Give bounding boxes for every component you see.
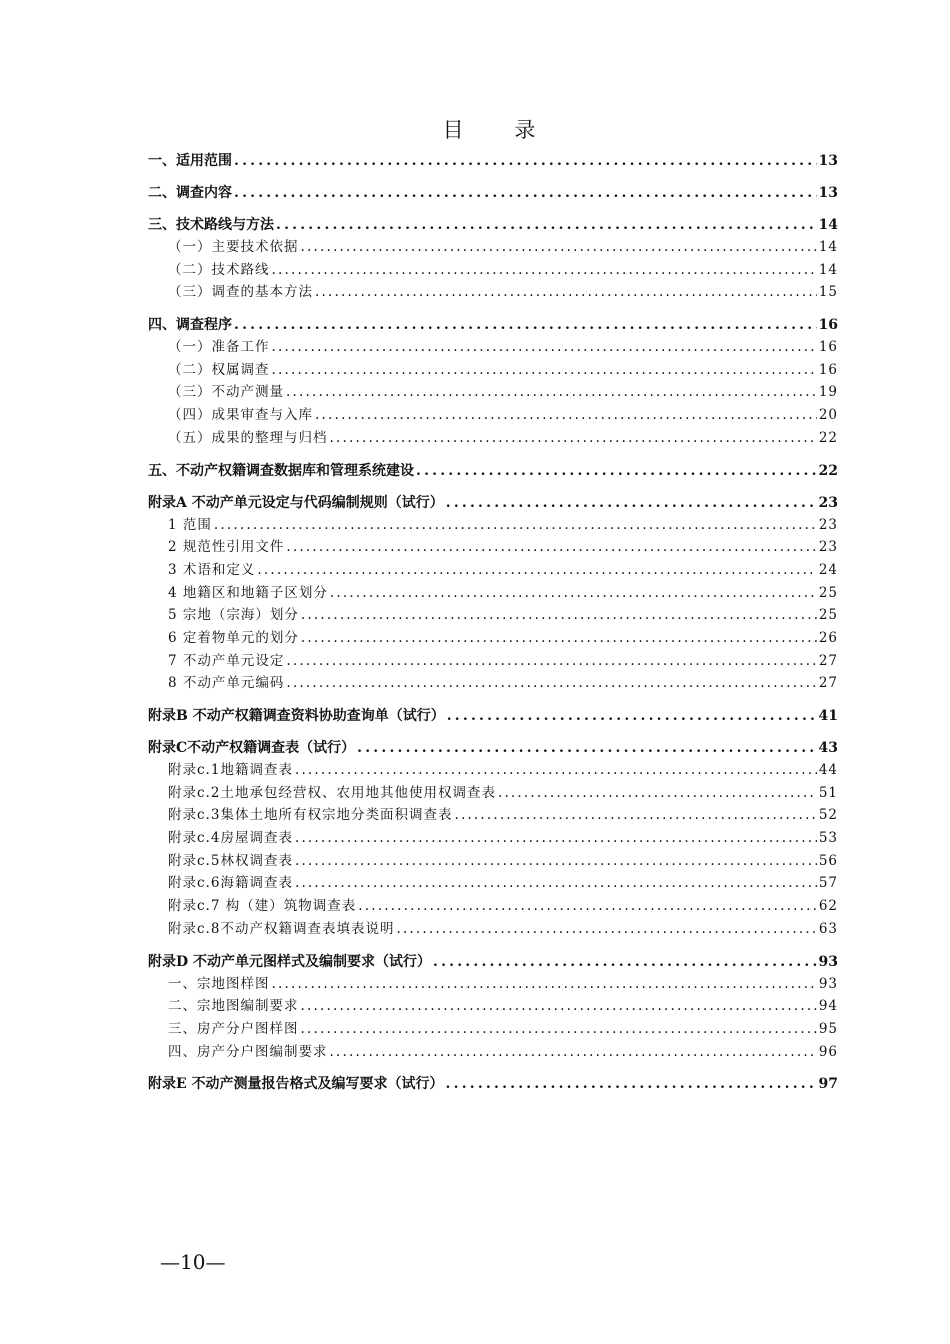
toc-entry-label: （三）不动产测量 xyxy=(168,384,284,401)
toc-entry-label: 4 地籍区和地籍子区划分 xyxy=(168,584,328,601)
toc-leader-dots xyxy=(295,850,817,873)
toc-entry-label: （二）技术路线 xyxy=(168,261,270,278)
toc-leader-dots xyxy=(272,973,817,996)
toc-entry-page: 25 xyxy=(818,607,838,624)
toc-entry-page: 56 xyxy=(818,852,838,869)
toc-leader-dots xyxy=(358,895,817,918)
toc-entry-page: 57 xyxy=(818,875,838,892)
toc-leader-dots xyxy=(301,1018,817,1041)
page-number: —10— xyxy=(160,1250,226,1274)
toc-entry-label: 五、不动产权籍调查数据库和管理系统建设 xyxy=(148,462,414,479)
toc-entry-page: 53 xyxy=(818,830,838,847)
toc-entry[interactable] xyxy=(148,627,838,650)
toc-entry[interactable] xyxy=(148,259,838,282)
toc-leader-dots xyxy=(234,182,817,204)
toc-leader-dots xyxy=(301,995,817,1018)
toc-entry-page: 14 xyxy=(818,261,838,278)
toc-entry[interactable] xyxy=(148,973,838,996)
toc-entry-page: 97 xyxy=(818,1076,838,1093)
toc-entry-page: 16 xyxy=(818,317,838,334)
toc-entry-page: 23 xyxy=(818,516,838,533)
toc-entry-page: 96 xyxy=(818,1043,838,1060)
toc-entry-page: 95 xyxy=(818,1020,838,1037)
toc-entry-label: 附录c.4房屋调查表 xyxy=(168,830,293,847)
toc-leader-dots xyxy=(330,1041,817,1064)
toc-entry-page: 43 xyxy=(818,740,838,756)
toc-entry-label: 8 不动产单元编码 xyxy=(168,675,285,692)
toc-entry-label: 附录c.8不动产权籍调查表填表说明 xyxy=(168,920,395,937)
toc-leader-dots xyxy=(272,359,817,382)
toc-entry-label: 一、适用范围 xyxy=(148,153,232,169)
toc-entry[interactable] xyxy=(148,281,838,304)
toc-entry-label: 2 规范性引用文件 xyxy=(168,539,285,556)
toc-entry-label: 四、房产分户图编制要求 xyxy=(168,1043,328,1060)
toc-entry-label: 附录c.5林权调查表 xyxy=(168,852,293,869)
toc-leader-dots xyxy=(295,872,817,895)
toc-entry[interactable] xyxy=(148,827,838,850)
toc-entry-page: 13 xyxy=(818,153,838,169)
toc-entry-page: 94 xyxy=(818,998,838,1015)
toc-entry[interactable] xyxy=(148,1018,838,1041)
toc-entry-page: 41 xyxy=(818,708,838,724)
toc-entry[interactable] xyxy=(148,514,838,537)
toc-entry[interactable] xyxy=(148,492,838,514)
toc-entry-label: （一）准备工作 xyxy=(168,339,270,356)
toc-entry-page: 44 xyxy=(818,762,838,778)
toc-entry[interactable] xyxy=(148,1073,838,1095)
toc-leader-dots xyxy=(234,314,817,336)
toc-entry-page: 16 xyxy=(818,339,838,356)
toc-entry[interactable] xyxy=(148,336,838,359)
toc-entry[interactable] xyxy=(148,404,838,427)
toc-entry[interactable] xyxy=(148,705,838,727)
toc-leader-dots xyxy=(447,705,817,727)
toc-entry-label: 附录E 不动产测量报告格式及编写要求（试行） xyxy=(148,1076,444,1093)
toc-leader-dots xyxy=(301,236,817,259)
toc-entry[interactable] xyxy=(148,951,838,973)
toc-entry-label: 附录D 不动产单元图样式及编制要求（试行） xyxy=(148,953,432,970)
toc-leader-dots xyxy=(214,514,817,537)
toc-entry[interactable] xyxy=(148,582,838,605)
toc-entry-page: 24 xyxy=(818,561,838,578)
toc-entry-page: 22 xyxy=(818,429,838,446)
toc-leader-dots xyxy=(357,737,816,759)
toc-leader-dots xyxy=(286,672,816,695)
toc-entry-label: 二、宗地图编制要求 xyxy=(168,998,299,1015)
toc-entry-label: 附录c.2土地承包经营权、农用地其他使用权调查表 xyxy=(168,784,496,801)
toc-leader-dots xyxy=(454,804,816,827)
toc-entry-page: 23 xyxy=(818,539,838,556)
toc-entry-page: 51 xyxy=(818,784,838,801)
toc-leader-dots xyxy=(286,650,816,673)
toc-entry[interactable] xyxy=(148,427,838,450)
toc-entry-page: 14 xyxy=(818,239,838,255)
toc-entry-label: 附录c.7 构（建）筑物调查表 xyxy=(168,898,357,915)
toc-entry-label: 附录c.6海籍调查表 xyxy=(168,875,293,892)
toc-leader-dots xyxy=(315,281,817,304)
toc-entry[interactable] xyxy=(148,182,838,204)
toc-entry-page: 16 xyxy=(818,361,838,378)
toc-leader-dots xyxy=(498,782,817,805)
toc-entry[interactable] xyxy=(148,872,838,895)
toc-entry[interactable] xyxy=(148,650,838,673)
toc-entry-label: 二、调查内容 xyxy=(148,185,232,201)
toc-leader-dots xyxy=(272,259,817,282)
toc-leader-dots xyxy=(301,604,817,627)
toc-title: 目 录 xyxy=(442,118,558,142)
toc-entry-page: 26 xyxy=(818,629,838,646)
toc-entry[interactable] xyxy=(148,359,838,382)
toc-entry-page: 27 xyxy=(818,675,838,692)
toc-entry-label: 四、调查程序 xyxy=(148,317,232,334)
toc-entry-label: （三）调查的基本方法 xyxy=(168,284,313,301)
toc-leader-dots xyxy=(257,559,816,582)
toc-entry[interactable] xyxy=(148,782,838,805)
toc-entry-label: 1 范围 xyxy=(168,516,212,533)
toc-entry[interactable] xyxy=(148,604,838,627)
toc-entry[interactable] xyxy=(148,536,838,559)
toc-entry[interactable] xyxy=(148,918,838,941)
toc-entry-label: 三、技术路线与方法 xyxy=(148,217,274,233)
toc-entry[interactable] xyxy=(148,460,838,482)
toc-entry-page: 15 xyxy=(818,284,838,301)
toc-leader-dots xyxy=(276,214,817,236)
toc-entry-label: 一、宗地图样图 xyxy=(168,975,270,992)
toc-leader-dots xyxy=(272,336,817,359)
toc-entry-label: （二）权属调查 xyxy=(168,361,270,378)
toc-leader-dots xyxy=(416,460,817,482)
toc-entry[interactable] xyxy=(148,759,838,782)
toc-entry-label: （五）成果的整理与归档 xyxy=(168,429,328,446)
toc-leader-dots xyxy=(446,492,817,514)
toc-leader-dots xyxy=(446,1073,817,1095)
toc-entry-label: 附录c.1地籍调查表 xyxy=(168,762,293,778)
toc-entry-label: 附录C不动产权籍调查表（试行） xyxy=(148,740,356,756)
toc-leader-dots xyxy=(286,381,817,404)
toc-entry-label: 5 宗地（宗海）划分 xyxy=(168,607,299,624)
toc-entry[interactable] xyxy=(148,559,838,582)
table-of-contents xyxy=(148,150,838,1095)
toc-entry[interactable] xyxy=(148,214,838,236)
toc-entry-page: 14 xyxy=(818,217,838,233)
toc-entry-label: （四）成果审查与入库 xyxy=(168,407,313,424)
toc-leader-dots xyxy=(295,759,817,782)
toc-entry[interactable] xyxy=(148,150,838,172)
toc-entry-page: 22 xyxy=(818,462,838,479)
toc-leader-dots xyxy=(301,627,817,650)
toc-entry-page: 27 xyxy=(818,652,838,669)
toc-entry-page: 19 xyxy=(818,384,838,401)
toc-entry-page: 93 xyxy=(818,975,838,992)
toc-entry[interactable] xyxy=(148,1041,838,1064)
toc-entry[interactable] xyxy=(148,236,838,259)
toc-entry-page: 23 xyxy=(818,494,838,511)
toc-entry[interactable] xyxy=(148,895,838,918)
toc-entry[interactable] xyxy=(148,314,838,336)
toc-entry-label: 6 定着物单元的划分 xyxy=(168,629,299,646)
toc-entry-page: 93 xyxy=(818,953,838,970)
toc-entry[interactable] xyxy=(148,995,838,1018)
toc-entry-label: 附录A 不动产单元设定与代码编制规则（试行） xyxy=(148,494,444,511)
toc-entry-page: 13 xyxy=(818,185,838,201)
toc-entry[interactable] xyxy=(148,804,838,827)
toc-entry-label: （一）主要技术依据 xyxy=(168,239,299,255)
toc-entry[interactable] xyxy=(148,737,838,759)
toc-entry-page: 62 xyxy=(818,898,838,915)
toc-entry-label: 3 术语和定义 xyxy=(168,561,256,578)
toc-leader-dots xyxy=(396,918,816,941)
toc-entry-label: 三、房产分户图样图 xyxy=(168,1020,299,1037)
toc-leader-dots xyxy=(286,536,816,559)
toc-entry[interactable] xyxy=(148,381,838,404)
toc-entry-label: 附录B 不动产权籍调查资料协助查询单（试行） xyxy=(148,708,445,724)
toc-leader-dots xyxy=(330,582,817,605)
toc-entry-label: 7 不动产单元设定 xyxy=(168,652,285,669)
toc-entry[interactable] xyxy=(148,672,838,695)
toc-leader-dots xyxy=(234,150,817,172)
toc-entry-page: 20 xyxy=(818,407,838,424)
toc-entry[interactable] xyxy=(148,850,838,873)
toc-entry-label: 附录c.3集体土地所有权宗地分类面积调查表 xyxy=(168,807,453,824)
toc-leader-dots xyxy=(330,427,817,450)
toc-leader-dots xyxy=(315,404,817,427)
toc-leader-dots xyxy=(295,827,817,850)
toc-entry-page: 63 xyxy=(818,920,838,937)
toc-entry-page: 52 xyxy=(818,807,838,824)
toc-leader-dots xyxy=(433,951,817,973)
toc-entry-page: 25 xyxy=(818,584,838,601)
